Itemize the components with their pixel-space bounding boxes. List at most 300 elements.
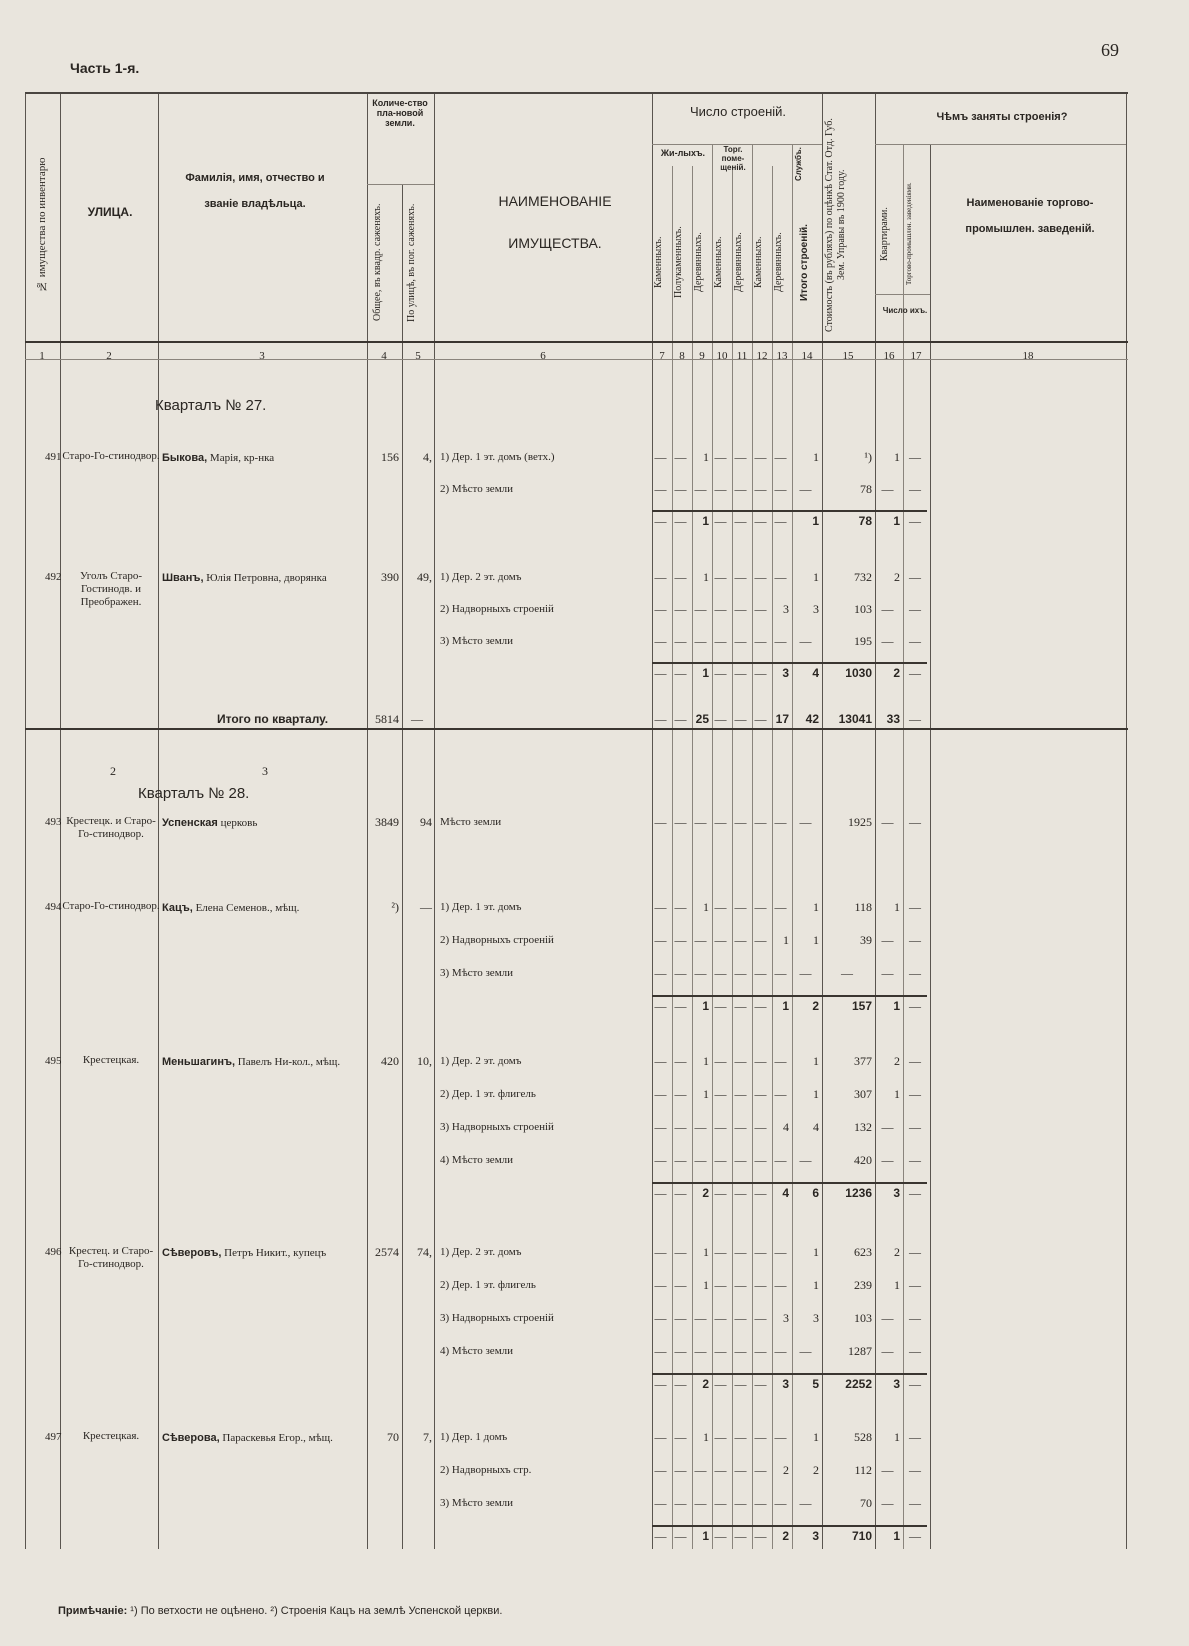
value-col-15: 307 [854, 1087, 872, 1101]
value-col-15: 732 [854, 570, 872, 584]
value-col-8: — [674, 1153, 687, 1167]
owner-surname: Меньшагинъ, [162, 1056, 236, 1068]
column-number: 13 [776, 350, 788, 362]
value-col-9: — [694, 1344, 707, 1358]
record-area: 156 [381, 450, 399, 464]
subtotal-col-9: 2 [702, 1186, 709, 1200]
col-property-header: НАИМЕНОВАНІЕ ИМУЩЕСТВА. [498, 193, 612, 251]
record-area: 390 [381, 570, 399, 584]
value-col-15: 78 [860, 482, 872, 496]
footnote: Примѣчаніе: ¹) По ветхости не оцѣнено. ²) Строенія Кацъ на землѣ Успенской церкви. [58, 1605, 503, 1617]
property-item: Мѣсто земли [440, 816, 502, 828]
value-col-13: — [774, 482, 787, 496]
value-col-11: — [734, 634, 747, 648]
value-col-16: — [881, 1463, 894, 1477]
column-number: 11 [736, 350, 748, 362]
value-col-12: — [754, 1153, 767, 1167]
value-col-11: — [734, 1463, 747, 1477]
value-col-13: — [774, 1087, 787, 1101]
subtotal-col-14: 2 [812, 999, 819, 1013]
value-col-7: — [654, 1463, 667, 1477]
subtotal-rule [652, 1373, 927, 1375]
subtotal-col-15: 710 [851, 1529, 872, 1543]
subtotal-col-15: 78 [858, 514, 872, 528]
record-frontage: 49, [417, 570, 432, 584]
value-col-11: — [734, 1245, 747, 1259]
value-col-17: — [909, 570, 921, 584]
value-col-12: — [754, 966, 767, 980]
value-col-13: 3 [783, 1311, 789, 1325]
subtotal-col-8: — [674, 1529, 687, 1543]
value-col-16: — [881, 1496, 894, 1510]
value-col-14: 1 [813, 900, 819, 914]
value-col-12: — [754, 1496, 767, 1510]
subtotal-col-14: 1 [812, 514, 819, 528]
value-col-16: — [881, 966, 894, 980]
value-col-12: — [754, 1344, 767, 1358]
value-col-10: — [714, 966, 727, 980]
subtotal-col-11: — [734, 514, 747, 528]
value-col-11: — [734, 450, 747, 464]
subtotal-col-14: 5 [812, 1377, 819, 1391]
value-col-7: — [654, 1496, 667, 1510]
value-col-8: — [674, 1496, 687, 1510]
subtotal-col-16: 2 [893, 666, 900, 680]
value-col-8: — [674, 966, 687, 980]
value-col-17: — [909, 602, 921, 616]
value-col-10: — [714, 1463, 727, 1477]
subtotal-col-15: 1030 [845, 666, 872, 680]
value-col-16: 1 [894, 900, 900, 914]
col-inventory-number-header: № имущества по инвентарю [36, 157, 48, 293]
value-col-14: — [799, 1344, 812, 1358]
record-area: ²) [391, 900, 399, 914]
property-item: 4) Мѣсто земли [440, 1154, 514, 1166]
record-number: 492 [45, 571, 62, 583]
col-11-header: Деревянныхъ. [733, 232, 744, 293]
value-col-8: — [674, 1054, 687, 1068]
subtotal-col-17: — [909, 1377, 921, 1391]
quarter-27-total-label: Итого по кварталу. [217, 712, 329, 726]
quarter-27-total-col-13: 17 [775, 712, 789, 726]
value-col-14: 1 [813, 1087, 819, 1101]
value-col-15: 112 [854, 1463, 872, 1477]
subtotal-rule [652, 1182, 927, 1184]
value-col-13: — [774, 634, 787, 648]
property-item: 4) Мѣсто земли [440, 1345, 514, 1357]
subtotal-col-9: 2 [702, 1377, 709, 1391]
value-col-17: — [909, 1344, 921, 1358]
value-col-13: — [774, 815, 787, 829]
property-item: 2) Надворныхъ стр. [440, 1464, 532, 1476]
record-street: Старо-Го-стинодвор. [62, 900, 160, 912]
record-owner [162, 1245, 367, 1261]
value-col-13: — [774, 1054, 787, 1068]
owner-rest: церковь [217, 817, 258, 829]
col-service-header: Службъ. [794, 147, 803, 181]
column-number: 18 [1022, 350, 1034, 362]
subtotal-col-12: — [754, 1186, 767, 1200]
value-col-14: 1 [813, 570, 819, 584]
record-area: 420 [381, 1054, 399, 1068]
value-col-11: — [734, 482, 747, 496]
record-street: Уголъ Старо-Гостинодв. и Преображен. [79, 570, 143, 608]
col-9-header: Деревянныхъ. [693, 232, 704, 293]
owner-surname: Быкова, [162, 452, 208, 464]
col-enterprise-header: Наименованіе торгово-промышлен. заведеній. [965, 197, 1095, 235]
column-number: 9 [699, 350, 705, 362]
value-col-11: — [734, 933, 747, 947]
value-col-16: — [881, 815, 894, 829]
subtotal-col-9: 1 [702, 999, 709, 1013]
subtotal-col-14: 4 [812, 666, 819, 680]
owner-rest: Петръ Никит., купецъ [221, 1247, 327, 1259]
value-col-12: — [754, 900, 767, 914]
quarter-27-total-col-8: — [674, 712, 687, 726]
subtotal-col-7: — [654, 514, 667, 528]
subtotal-col-10: — [714, 514, 727, 528]
value-col-10: — [714, 570, 727, 584]
subtotal-col-10: — [714, 666, 727, 680]
value-col-17: — [909, 1278, 921, 1292]
col-17-header: Торгово-промышлен. заведеніями. [905, 182, 913, 286]
value-col-16: 2 [894, 1245, 900, 1259]
subtotal-col-11: — [734, 999, 747, 1013]
column-number: 1 [39, 350, 45, 362]
record-area: 70 [387, 1430, 399, 1444]
value-col-13: — [774, 900, 787, 914]
property-item: 1) Дер. 2 эт. домъ [440, 571, 522, 583]
value-col-11: — [734, 1430, 747, 1444]
property-item: 3) Мѣсто земли [440, 967, 514, 979]
record-area: 2574 [375, 1245, 399, 1259]
subtotal-col-10: — [714, 1377, 727, 1391]
quarter-28-title: Кварталъ № 28. [138, 785, 250, 802]
subtotal-col-13: 3 [782, 666, 789, 680]
value-col-9: — [694, 966, 707, 980]
value-col-14: 1 [813, 1245, 819, 1259]
value-col-8: — [674, 634, 687, 648]
value-col-10: — [714, 1054, 727, 1068]
value-col-7: — [654, 1153, 667, 1167]
property-item: 3) Мѣсто земли [440, 1497, 514, 1509]
subtotal-col-14: 3 [812, 1529, 819, 1543]
value-col-16: — [881, 482, 894, 496]
value-col-9: — [694, 602, 707, 616]
value-col-10: — [714, 815, 727, 829]
column-number: 8 [679, 350, 685, 362]
subtotal-col-16: 3 [893, 1377, 900, 1391]
quarter-28-col3: 3 [262, 764, 268, 778]
value-col-8: — [674, 1311, 687, 1325]
value-col-15: 420 [854, 1153, 872, 1167]
property-item: 2) Дер. 1 эт. флигель [440, 1088, 536, 1100]
value-col-9: — [694, 1463, 707, 1477]
value-col-17: — [909, 900, 921, 914]
record-street: Крестецкая. [82, 1430, 140, 1442]
subtotal-rule [652, 662, 927, 664]
quarter-27-total-col-14: 42 [805, 712, 819, 726]
col-13-header: Деревянныхъ. [773, 232, 784, 293]
quarter-27-total-col-11: — [734, 712, 747, 726]
subtotal-col-16: 1 [893, 999, 900, 1013]
value-col-10: — [714, 602, 727, 616]
value-col-12: — [754, 602, 767, 616]
subtotal-col-9: 1 [702, 514, 709, 528]
value-col-15: 118 [854, 900, 872, 914]
value-col-17: — [909, 933, 921, 947]
page-header-part: Часть 1-я. [70, 60, 140, 76]
col-front-header: По улицѣ, въ пог. саженяхъ. [406, 203, 417, 322]
owner-rest: Юлія Петровна, дворянка [203, 572, 327, 584]
value-col-14: 1 [813, 1278, 819, 1292]
column-number: 7 [659, 350, 665, 362]
value-col-16: 2 [894, 570, 900, 584]
value-col-11: — [734, 1087, 747, 1101]
value-col-12: — [754, 450, 767, 464]
value-col-15: 1925 [848, 815, 872, 829]
record-number: 495 [45, 1055, 62, 1067]
subtotal-col-8: — [674, 1186, 687, 1200]
quarter-27-total-col-10: — [714, 712, 727, 726]
value-col-11: — [734, 1496, 747, 1510]
value-col-16: — [881, 602, 894, 616]
subtotal-col-10: — [714, 999, 727, 1013]
subtotal-col-12: — [754, 514, 767, 528]
value-col-11: — [734, 815, 747, 829]
value-col-9: 1 [703, 450, 709, 464]
owner-rest: Елена Семенов., мѣщ. [192, 902, 300, 914]
value-col-12: — [754, 634, 767, 648]
record-owner [162, 900, 367, 916]
subtotal-col-16: 1 [893, 514, 900, 528]
record-frontage: — [420, 900, 432, 914]
value-col-14: 2 [813, 1463, 819, 1477]
value-col-7: — [654, 1054, 667, 1068]
value-col-9: 1 [703, 1430, 709, 1444]
record-owner [162, 1054, 367, 1070]
value-col-8: — [674, 1344, 687, 1358]
value-col-17: — [909, 1463, 921, 1477]
value-col-9: 1 [703, 570, 709, 584]
subtotal-col-13: — [774, 514, 787, 528]
subtotal-col-14: 6 [812, 1186, 819, 1200]
value-col-10: — [714, 450, 727, 464]
record-frontage: 10, [417, 1054, 432, 1068]
value-col-10: — [714, 634, 727, 648]
value-col-16: 1 [894, 1430, 900, 1444]
value-col-16: 1 [894, 450, 900, 464]
value-col-7: — [654, 1087, 667, 1101]
value-col-16: — [881, 933, 894, 947]
value-col-14: 1 [813, 450, 819, 464]
value-col-8: — [674, 1087, 687, 1101]
value-col-11: — [734, 1278, 747, 1292]
value-col-11: — [734, 1344, 747, 1358]
value-col-17: — [909, 450, 921, 464]
value-col-17: — [909, 482, 921, 496]
value-col-15: 103 [854, 1311, 872, 1325]
value-col-17: — [909, 1153, 921, 1167]
col-living-header: Жи-лыхъ. [660, 148, 706, 158]
value-col-13: 2 [783, 1463, 789, 1477]
value-col-16: — [881, 634, 894, 648]
value-col-14: — [799, 482, 812, 496]
subtotal-col-17: — [909, 666, 921, 680]
value-col-7: — [654, 1245, 667, 1259]
value-col-7: — [654, 966, 667, 980]
col-land-header: Количе-ство пла-новой земли. [372, 98, 428, 128]
value-col-17: — [909, 815, 921, 829]
subtotal-col-15: 157 [851, 999, 872, 1013]
value-col-13: — [774, 1245, 787, 1259]
value-col-7: — [654, 450, 667, 464]
value-col-8: — [674, 900, 687, 914]
subtotal-col-17: — [909, 514, 921, 528]
value-col-9: — [694, 1153, 707, 1167]
value-col-17: — [909, 1311, 921, 1325]
col-12-header: Каменныхъ. [753, 236, 764, 289]
value-col-13: — [774, 450, 787, 464]
column-number: 10 [716, 350, 728, 362]
record-number: 496 [45, 1246, 62, 1258]
value-col-14: — [799, 815, 812, 829]
quarter-27-total-col-15: 13041 [838, 712, 872, 726]
value-col-11: — [734, 570, 747, 584]
record-street: Крестецк. и Старо-Го-стинодвор. [66, 815, 156, 840]
record-owner [162, 1430, 367, 1446]
value-col-11: — [734, 602, 747, 616]
value-col-15: 623 [854, 1245, 872, 1259]
subtotal-col-13: 4 [782, 1186, 789, 1200]
quarter-27-total-area: 5814 [375, 712, 399, 726]
quarter-27-total-col-12: — [754, 712, 767, 726]
value-col-7: — [654, 933, 667, 947]
subtotal-col-12: — [754, 1529, 767, 1543]
value-col-15: ¹) [864, 450, 872, 464]
subtotal-col-8: — [674, 999, 687, 1013]
value-col-16: — [881, 1344, 894, 1358]
value-col-10: — [714, 1311, 727, 1325]
value-col-16: — [881, 1120, 894, 1134]
value-col-13: — [774, 570, 787, 584]
col-value-header: Стоимость (въ рубляхъ) по оцѣнкѣ Стат. Отд. Губ. Зем. Управы въ 1900 году. [824, 118, 847, 332]
value-col-10: — [714, 1496, 727, 1510]
property-item: 1) Дер. 1 эт. домъ (ветх.) [440, 451, 555, 463]
col-16-header: Квартирами. [879, 207, 890, 261]
value-col-12: — [754, 1430, 767, 1444]
col-14-header: Итого строеній. [799, 224, 810, 301]
owner-surname: Успенская [162, 817, 218, 829]
record-owner [162, 450, 367, 466]
col-8-header: Полукаменныхъ. [673, 226, 684, 299]
subtotal-col-12: — [754, 999, 767, 1013]
value-col-7: — [654, 1278, 667, 1292]
value-col-10: — [714, 900, 727, 914]
value-col-8: — [674, 1463, 687, 1477]
value-col-16: — [881, 1311, 894, 1325]
value-col-8: — [674, 1278, 687, 1292]
value-col-7: — [654, 900, 667, 914]
value-col-9: 1 [703, 1087, 709, 1101]
value-col-9: — [694, 1120, 707, 1134]
value-col-15: 195 [854, 634, 872, 648]
value-col-10: — [714, 1087, 727, 1101]
subtotal-col-13: 3 [782, 1377, 789, 1391]
value-col-10: — [714, 1153, 727, 1167]
quarter-27-total-front: — [411, 712, 423, 726]
value-col-8: — [674, 1430, 687, 1444]
value-col-7: — [654, 1344, 667, 1358]
value-col-10: — [714, 933, 727, 947]
owner-rest: Марія, кр-нка [207, 452, 275, 464]
value-col-13: — [774, 1496, 787, 1510]
subtotal-col-15: 2252 [845, 1377, 872, 1391]
value-col-11: — [734, 1054, 747, 1068]
subtotal-col-7: — [654, 1529, 667, 1543]
value-col-7: — [654, 482, 667, 496]
value-col-11: — [734, 966, 747, 980]
quarter-27-total-col-17: — [909, 712, 921, 726]
value-col-13: — [774, 966, 787, 980]
owner-rest: Параскевья Егор., мѣщ. [219, 1432, 333, 1444]
value-col-15: 70 [860, 1496, 872, 1510]
value-col-14: 1 [813, 933, 819, 947]
value-col-7: — [654, 634, 667, 648]
value-col-10: — [714, 1278, 727, 1292]
property-item: 3) Надворныхъ строеній [440, 1121, 554, 1133]
value-col-14: — [799, 966, 812, 980]
subtotal-col-11: — [734, 1377, 747, 1391]
col-street-header: УЛИЦА. [87, 205, 133, 219]
record-area: 3849 [375, 815, 399, 829]
value-col-8: — [674, 570, 687, 584]
owner-surname: Сѣверовъ, [162, 1247, 222, 1259]
subtotal-col-7: — [654, 1186, 667, 1200]
quarter-27-total-col-7: — [654, 712, 667, 726]
value-col-16: — [881, 1153, 894, 1167]
property-item: 2) Надворныхъ строеній [440, 934, 554, 946]
subtotal-col-10: — [714, 1186, 727, 1200]
value-col-15: — [841, 966, 853, 980]
value-col-12: — [754, 1463, 767, 1477]
value-col-8: — [674, 933, 687, 947]
col-area-header: Общее, въ квадр. саженяхъ. [372, 203, 383, 322]
property-item: 1) Дер. 1 эт. домъ [440, 901, 522, 913]
value-col-13: 4 [783, 1120, 789, 1134]
value-col-15: 39 [860, 933, 872, 947]
value-col-10: — [714, 482, 727, 496]
value-col-10: — [714, 1245, 727, 1259]
value-col-15: 377 [854, 1054, 872, 1068]
quarter-27-title: Кварталъ № 27. [155, 397, 267, 414]
subtotal-col-11: — [734, 666, 747, 680]
record-number: 497 [45, 1431, 62, 1443]
property-item: 2) Мѣсто земли [440, 483, 514, 495]
value-col-14: 4 [813, 1120, 819, 1134]
record-number: 494 [45, 901, 62, 913]
value-col-7: — [654, 570, 667, 584]
value-col-9: 1 [703, 900, 709, 914]
value-col-17: — [909, 1120, 921, 1134]
property-item: 2) Дер. 1 эт. флигель [440, 1279, 536, 1291]
column-number: 2 [106, 350, 112, 362]
value-col-10: — [714, 1120, 727, 1134]
value-col-14: — [799, 1153, 812, 1167]
value-col-13: — [774, 1278, 787, 1292]
subtotal-col-17: — [909, 999, 921, 1013]
value-col-12: — [754, 815, 767, 829]
